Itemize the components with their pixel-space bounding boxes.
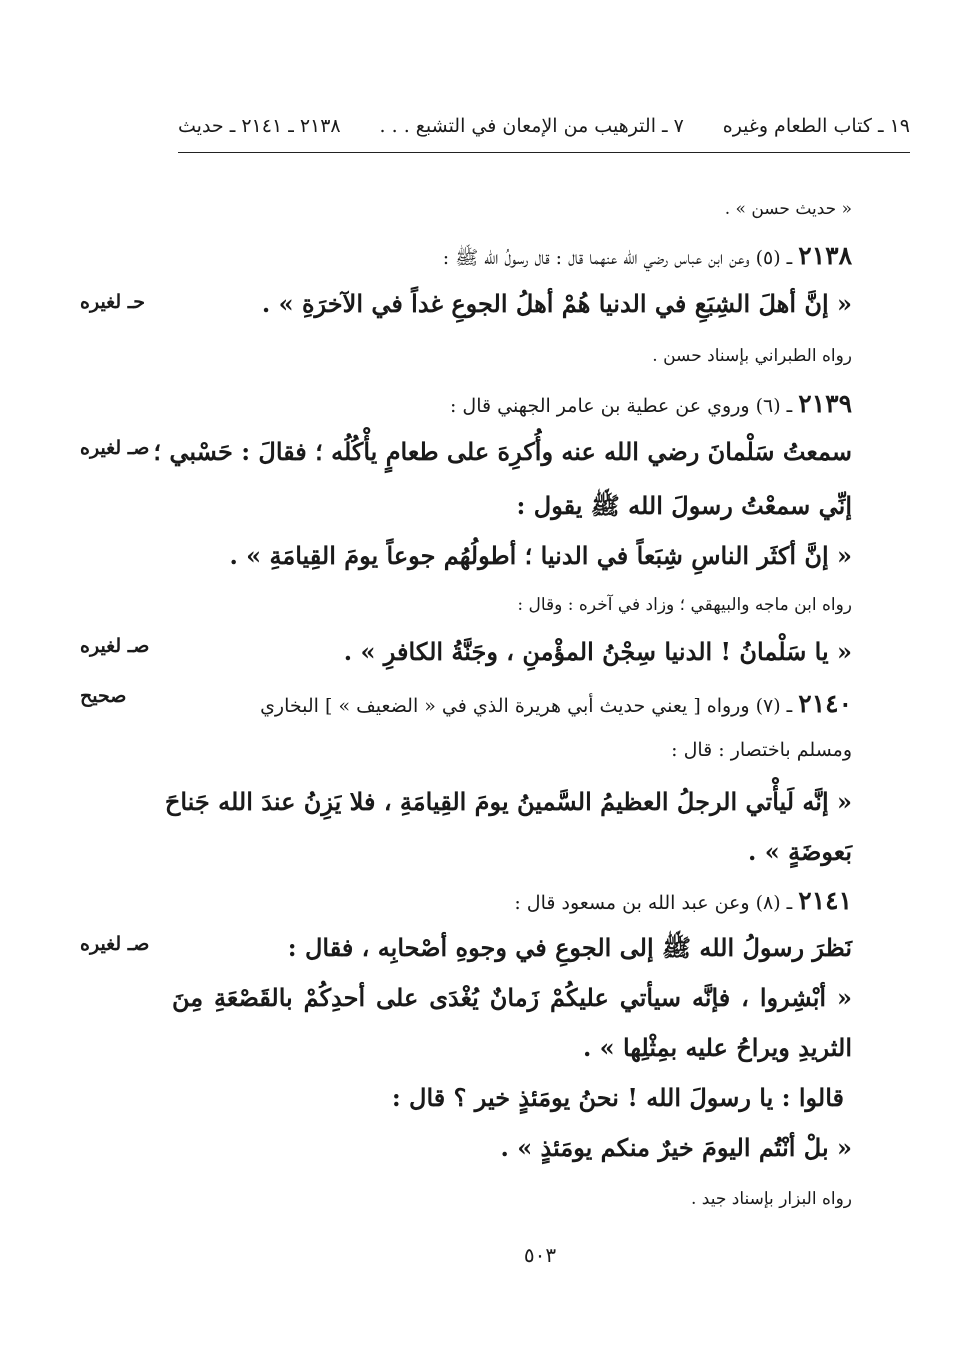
header-hadith-range: ٢١٣٨ ـ ٢١٤١ ـ حديث [178, 115, 341, 137]
hadith-2141-intro [514, 885, 852, 918]
hadith-2140-matn-a: « إنَّه لَيأْتي الرجلُ العظيمُ السَّمينُ يومَ القِيامَةِ ، فلا يَزِنُ عندَ الله جَناحَ [164, 787, 852, 816]
hadith-number: ٢١٤١ [798, 886, 852, 915]
hadith-2141-source: رواه البزار بإسناد جيد . [690, 1189, 852, 1209]
hadith-intro-text: ـ (٦) وروي عن عطية بن عامر الجهني قال : [449, 395, 799, 417]
hadith-2138-matn: « إنَّ أهلَ الشِبَعِ في الدنيا هُمْ أهلُ الجوعِ غداً في الآخرَةِ » . [261, 289, 852, 318]
running-header [178, 108, 910, 144]
hadith-number: ٢١٤٠ [798, 689, 852, 718]
grade-label: حـ لغيره [80, 291, 146, 313]
hadith-2139-text-b: إنِّي سمعْتُ رسولَ الله ﷺ يقول : [516, 491, 852, 520]
hadith-2141-text-a: نَظرَ رسولُ الله ﷺ إلى الجوعِ في وجوهِ أصْحابِه ، فقال : [287, 933, 852, 962]
hadith-2139-matn: « إنَّ أكثَر الناسِ شِبَعاً في الدنيا ؛ أطولُهُم جوعاً يومَ القِيامَةِ » . [229, 541, 852, 570]
hadith-2141-matn-a: « أبْشِروا ، فإنَّه سيأتي عليكُمْ زَمانٌ يُغْدَى على أحدِكُمْ بالقَصْعَةِ مِنَ [172, 983, 852, 1012]
hadith-2141-answer: « بلْ أنْتُم اليومَ خيرٌ منكم يومَئذٍ » . [500, 1133, 852, 1162]
grade-label: صـ لغيره [80, 437, 150, 459]
hadith-2140-matn-b: بَعوضَةٍ » . [748, 837, 852, 866]
hadith-number: ٢١٣٨ [798, 241, 852, 270]
hadith-intro-text: ـ (٨) وعن عبد الله بن مسعود قال : [514, 892, 799, 914]
grade-label: صـ لغيره [80, 933, 150, 955]
header-book-title: ١٩ ـ كتاب الطعام وغيره [722, 115, 910, 137]
text-line: « حديث حسن » . [724, 199, 852, 219]
page-number: ٥٠٣ [523, 1243, 557, 1267]
grade-label: صحيح [80, 685, 127, 707]
hadith-intro-text: ـ (٥) وعن ابن عباس رضي الله عنهما قال : قال رسولُ الله ﷺ : [442, 247, 799, 269]
hadith-2141-question: قالوا : يا رسولَ الله ! نحنُ يومَئذٍ خير ؟ قال : [391, 1083, 844, 1112]
hadith-2139-intro [450, 388, 852, 421]
hadith-2139-source: رواه ابن ماجه والبيهقي ؛ وزاد في آخره : وقال : [517, 595, 852, 615]
hadith-2138-intro [443, 240, 852, 273]
header-divider [178, 152, 910, 153]
hadith-number: ٢١٣٩ [798, 389, 852, 418]
hadith-intro-text: ـ (٧) ورواه [ يعني حديث أبي هريرة الذي في « الضعيف » ] البخاري [260, 695, 799, 717]
hadith-2140-intro [260, 688, 852, 721]
header-chapter-title: ٧ ـ الترهيب من الإمعان في التشبع . . . [379, 115, 684, 137]
hadith-2141-matn-b: الثريدِ ويراحُ عليه بمِثْلِها » . [582, 1033, 852, 1062]
grade-label: صـ لغيره [80, 635, 150, 657]
hadith-2139-text-a: سمعتُ سَلْمانَ رضي الله عنه وأُكرِهَ على طعامٍ يأْكُلُه ؛ فقالَ : حَسْبي ؛ [153, 437, 852, 466]
hadith-2139-extra: « يا سَلْمانُ ! الدنيا سِجْنُ المؤْمنِ ، وجَنَّةُ الكافرِ » . [343, 637, 852, 666]
hadith-2138-source: رواه الطبراني بإسناد حسن . [652, 346, 852, 366]
hadith-2140-text-b: ومسلم باختصار : قال : [671, 739, 852, 761]
